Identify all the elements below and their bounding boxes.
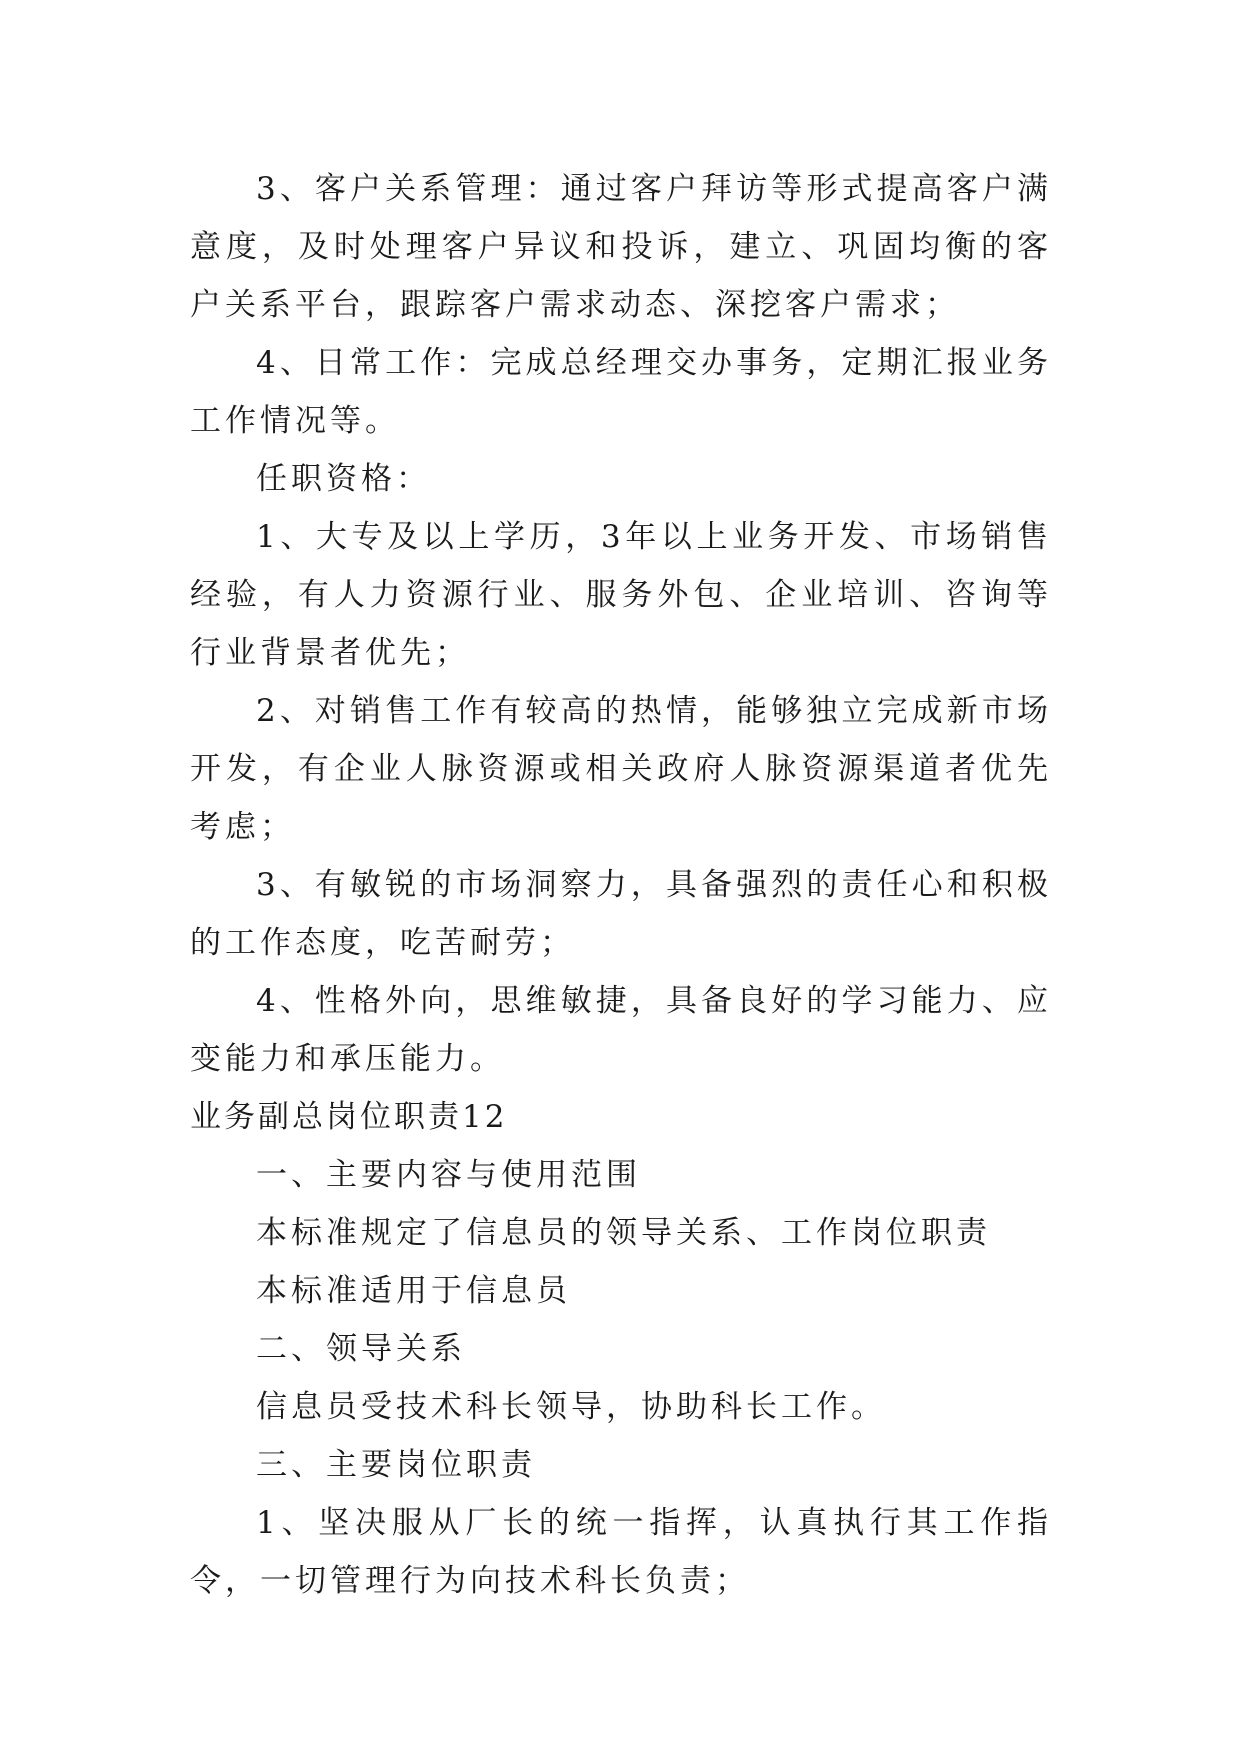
para-duty-1: 1、坚决服从厂长的统一指挥，认真执行其工作指令，一切管理行为向技术科长负责； <box>190 1505 1052 1599</box>
para-daily-work: 4、日常工作：完成总经理交办事务，定期汇报业务工作情况等。 <box>190 345 1052 439</box>
para-qualification-1: 1、大专及以上学历，3年以上业务开发、市场销售经验，有人力资源行业、服务外包、企业培训、咨询等行业背景者优先； <box>190 519 1052 671</box>
para-qualifications-title: 任职资格： <box>256 461 431 497</box>
para-scope-title: 一、主要内容与使用范围 <box>256 1157 641 1193</box>
document-body <box>190 160 1052 1610</box>
section-heading: 业务副总岗位职责12 <box>190 1099 508 1135</box>
para-customer-relations: 3、客户关系管理：通过客户拜访等形式提高客户满意度，及时处理客户异议和投诉，建立、巩固均衡的客户关系平台，跟踪客户需求动态、深挖客户需求； <box>190 171 1052 323</box>
para-scope-1: 本标准规定了信息员的领导关系、工作岗位职责 <box>256 1215 991 1251</box>
para-qualification-3: 3、有敏锐的市场洞察力，具备强烈的责任心和积极的工作态度，吃苦耐劳； <box>190 867 1052 961</box>
para-qualification-4: 4、性格外向，思维敏捷，具备良好的学习能力、应变能力和承压能力。 <box>190 983 1052 1077</box>
para-qualification-2: 2、对销售工作有较高的热情，能够独立完成新市场开发，有企业人脉资源或相关政府人脉资源渠道者优先考虑； <box>190 693 1052 845</box>
para-duties-title: 三、主要岗位职责 <box>256 1447 536 1483</box>
para-leadership-text: 信息员受技术科长领导，协助科长工作。 <box>256 1389 886 1425</box>
para-scope-2: 本标准适用于信息员 <box>256 1273 571 1309</box>
para-leadership-title: 二、领导关系 <box>256 1331 466 1367</box>
